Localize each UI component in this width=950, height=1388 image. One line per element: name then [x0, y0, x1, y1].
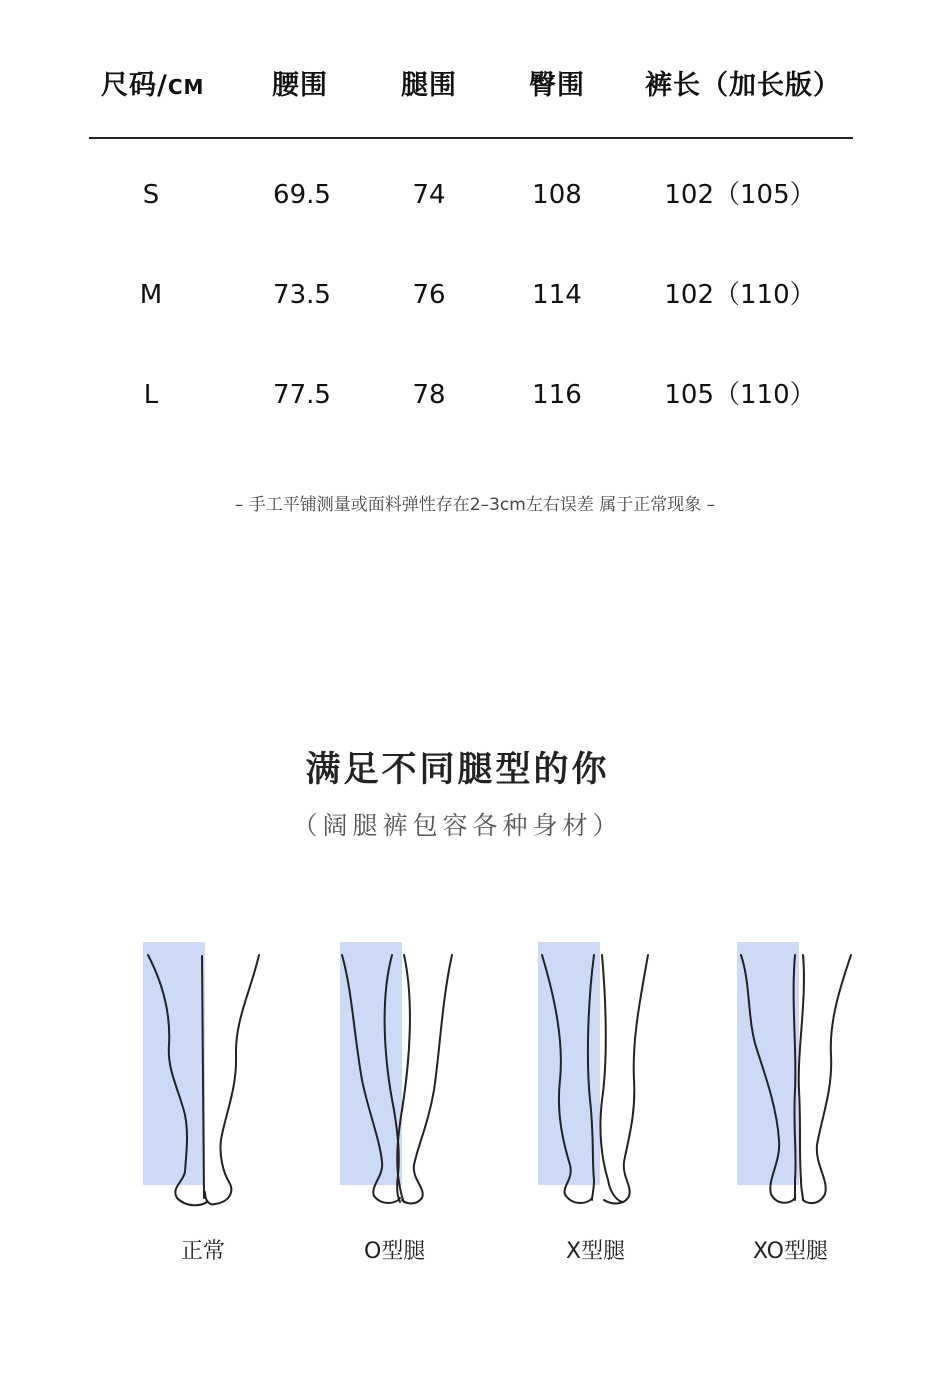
row-s-length: 102（105）	[664, 180, 816, 210]
header-thigh: 腿围	[401, 70, 457, 101]
row-s-hip: 108	[532, 180, 582, 210]
row-s-thigh: 74	[412, 180, 446, 210]
header-waist: 腰围	[272, 70, 328, 101]
header-divider	[89, 137, 853, 139]
row-l-thigh: 78	[412, 380, 446, 410]
leg-type-o	[340, 940, 470, 1264]
leg-label-o: O型腿	[364, 1239, 426, 1264]
leg-type-normal	[143, 940, 273, 1264]
header-length: 裤长（加长版）	[645, 70, 841, 101]
header-size: 尺码/CM	[101, 70, 205, 101]
header-hip: 臀围	[529, 70, 585, 101]
row-m-hip: 114	[532, 280, 582, 310]
row-l-waist: 77.5	[273, 380, 331, 410]
row-l-hip: 116	[532, 380, 582, 410]
leg-type-x	[538, 940, 668, 1264]
row-s-waist: 69.5	[273, 180, 331, 210]
row-l-length: 105（110）	[664, 380, 816, 410]
row-l-size: L	[143, 380, 159, 410]
leg-label-xo: XO型腿	[753, 1239, 828, 1264]
leg-label-normal: 正常	[181, 1239, 226, 1264]
leg-label-x: X型腿	[566, 1239, 626, 1264]
section-subtitle: （阔腿裤包容各种身材）	[292, 811, 623, 840]
normal-legs-icon	[143, 940, 273, 1210]
section-title: 满足不同腿型的你	[305, 750, 610, 790]
unit-label: CM	[167, 75, 205, 99]
measurement-note: – 手工平铺测量或面料弹性存在2–3cm左右误差 属于正常现象 –	[234, 495, 716, 515]
row-m-waist: 73.5	[273, 280, 331, 310]
x-legs-icon	[538, 940, 668, 1210]
row-m-length: 102（110）	[664, 280, 816, 310]
row-s-size: S	[142, 180, 160, 210]
leg-type-xo	[737, 940, 867, 1264]
row-m-thigh: 76	[412, 280, 446, 310]
row-m-size: M	[139, 280, 163, 310]
o-legs-icon	[340, 940, 470, 1210]
xo-legs-icon	[737, 940, 867, 1210]
